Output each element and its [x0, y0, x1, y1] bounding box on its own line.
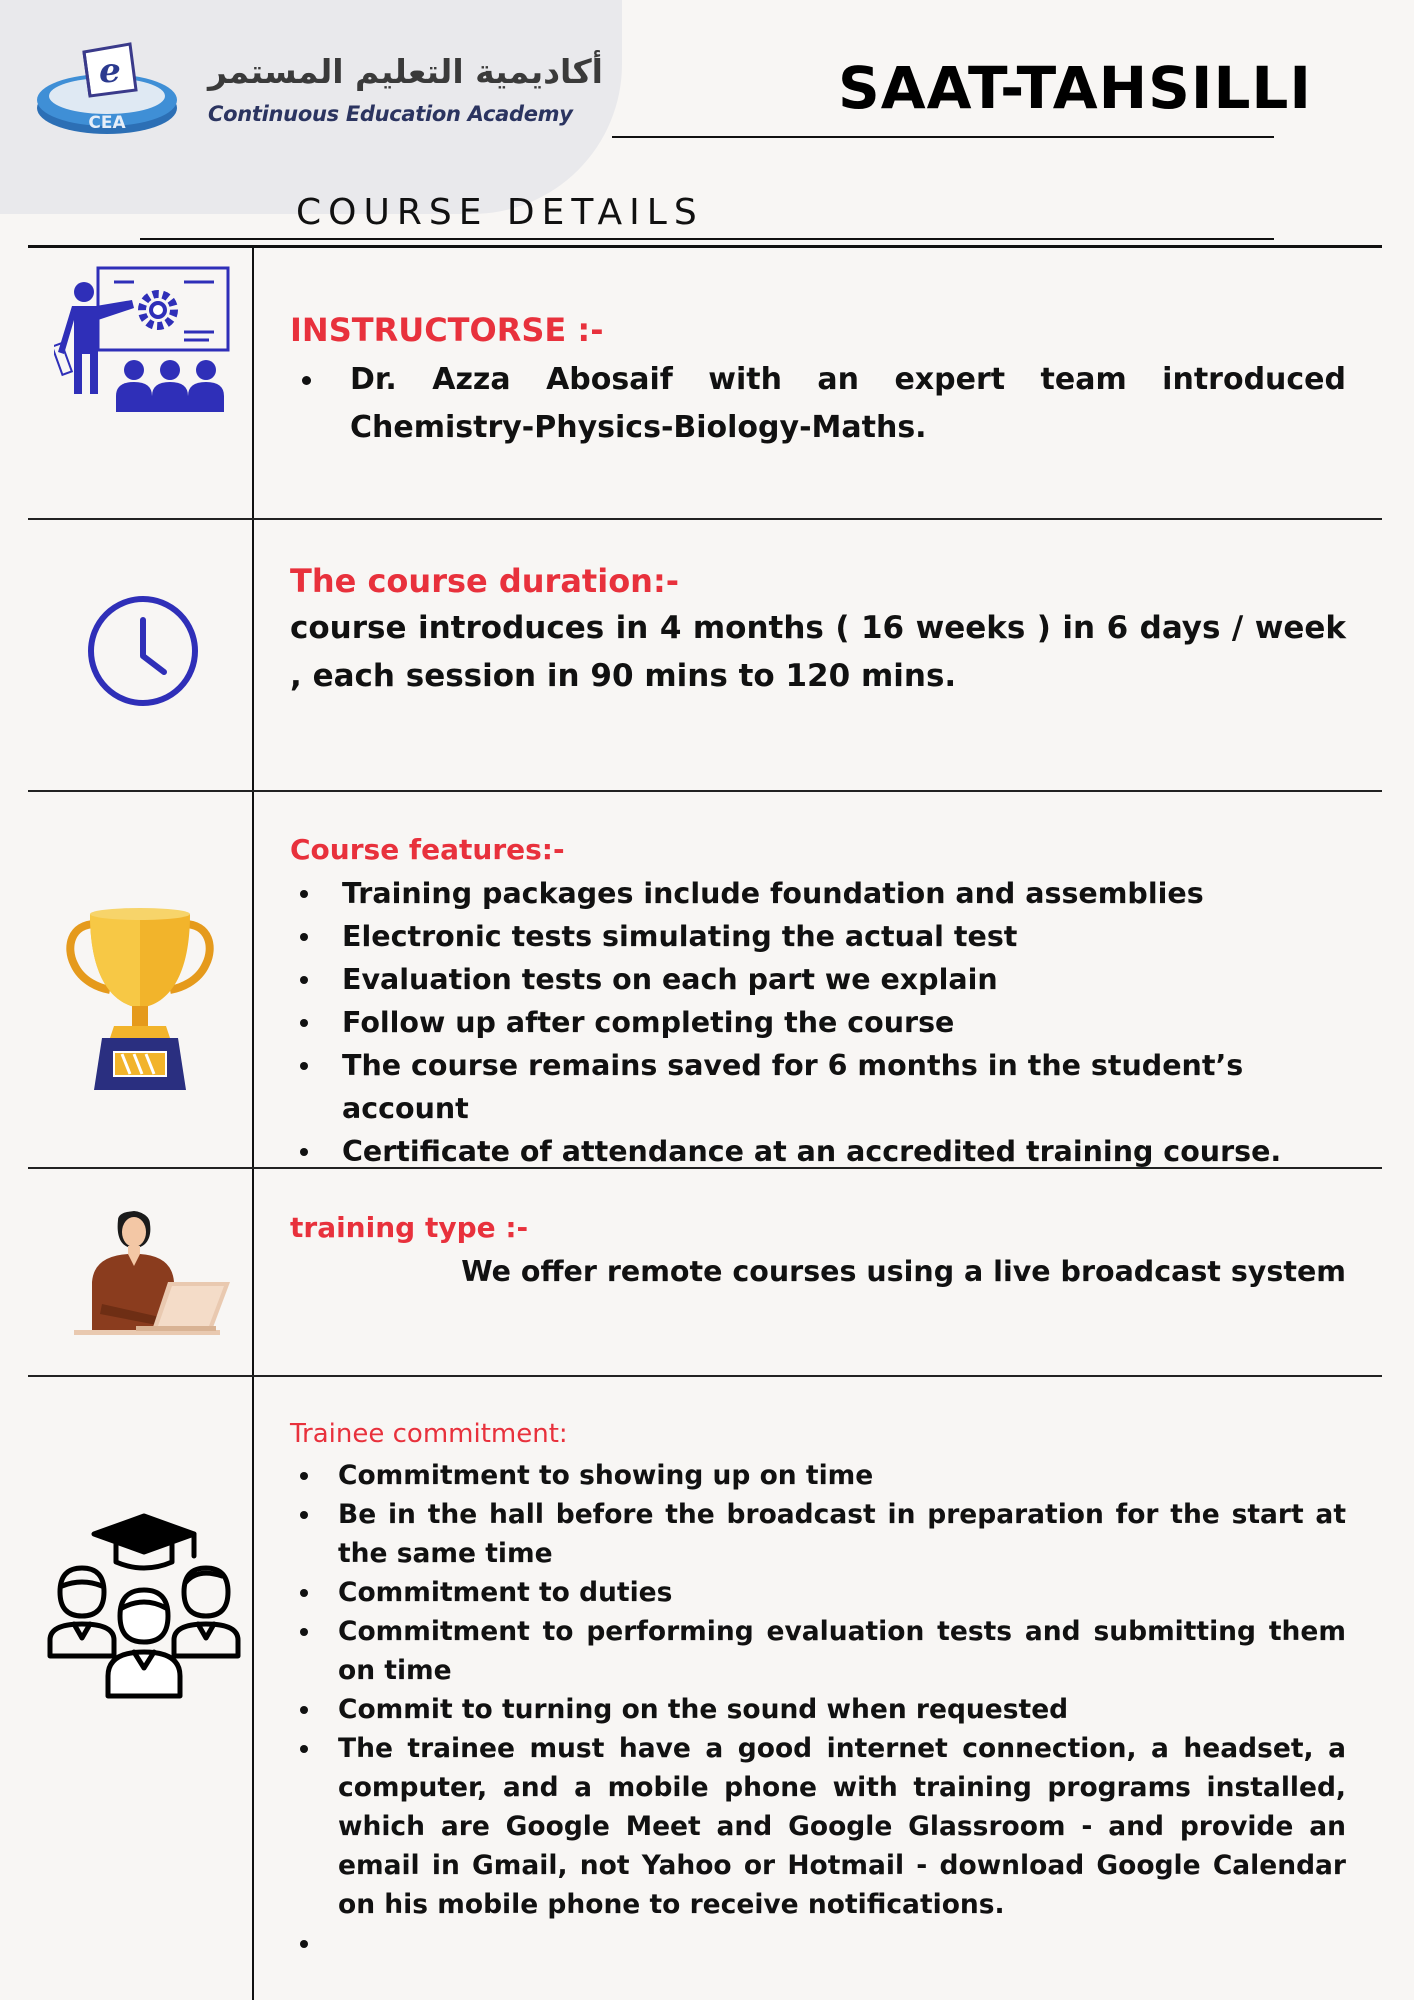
logo-english-name: Continuous Education Academy — [208, 102, 573, 126]
list-item: Dr. Azza Abosaif with an expert team introduced Chemistry-Physics-Biology-Maths. — [290, 356, 1346, 452]
instructors-section — [290, 310, 1346, 452]
trophy-icon — [66, 904, 214, 1094]
title-underline — [612, 136, 1274, 138]
logo-initials: CEA — [88, 113, 126, 133]
duration-section — [290, 558, 1346, 700]
training-type-text: We offer remote courses using a live broadcast system — [461, 1255, 1346, 1288]
list-item: Certificate of attendance at an accredited training course. — [290, 1130, 1346, 1173]
list-item: Evaluation tests on each part we explain — [290, 958, 1346, 1001]
list-item: Follow up after completing the course — [290, 1001, 1346, 1044]
page-title: SAAT-TAHSILLI — [838, 54, 1312, 122]
list-item: Commitment to duties — [290, 1573, 1346, 1612]
list-item: Commitment to performing evaluation tests and submitting them on time — [290, 1612, 1346, 1690]
training-type-section — [290, 1208, 1346, 1292]
commitment-heading: Trainee commitment: — [290, 1419, 568, 1449]
duration-heading: The course duration:- — [290, 562, 680, 600]
remote-learner-icon — [72, 1208, 238, 1336]
presentation-icon — [54, 264, 236, 414]
row-divider — [28, 518, 1382, 520]
table-top-border — [28, 245, 1382, 248]
features-list — [290, 872, 1346, 1173]
duration-text: course introduces in 4 months ( 16 weeks ) in 6 days / week , each session in 90 mins to 120 mins. — [290, 610, 1346, 694]
logo-arabic-name: أكاديمية التعليم المستمر — [208, 52, 603, 91]
list-item: Be in the hall before the broadcast in preparation for the start at the same time — [290, 1495, 1346, 1573]
list-item: Commit to turning on the sound when requested — [290, 1690, 1346, 1729]
subtitle-underline — [140, 238, 1274, 240]
instructors-list — [290, 356, 1346, 452]
list-item: Commitment to showing up on time — [290, 1456, 1346, 1495]
cea-logo-icon — [32, 30, 182, 140]
commitment-list — [290, 1456, 1346, 1963]
list-item: The trainee must have a good internet connection, a headset, a computer, and a mobile phone with training programs installed, which are Google Meet and Google Glassroom - and provide an email in Gmail, not Yahoo or Hotmail - download Google Calendar on his mobile phone to receive notifications. — [290, 1729, 1346, 1924]
list-item — [290, 1924, 1346, 1963]
list-item: The course remains saved for 6 months in the student’s account — [290, 1044, 1346, 1130]
icon-column-divider — [252, 246, 254, 2000]
list-item: Electronic tests simulating the actual test — [290, 915, 1346, 958]
commitment-section — [290, 1414, 1346, 1963]
row-divider — [28, 1375, 1382, 1377]
row-divider — [28, 790, 1382, 792]
list-item: Training packages include foundation and assemblies — [290, 872, 1346, 915]
graduates-icon — [46, 1512, 242, 1700]
page-subtitle: COURSE DETAILS — [296, 192, 704, 233]
features-section — [290, 830, 1346, 1173]
instructors-heading: INSTRUCTORSE :- — [290, 311, 604, 349]
logo-panel — [0, 0, 622, 214]
logo-badge: e — [99, 51, 121, 91]
training-type-heading: training type :- — [290, 1211, 529, 1244]
clock-icon — [86, 594, 200, 708]
features-heading: Course features:- — [290, 833, 565, 866]
